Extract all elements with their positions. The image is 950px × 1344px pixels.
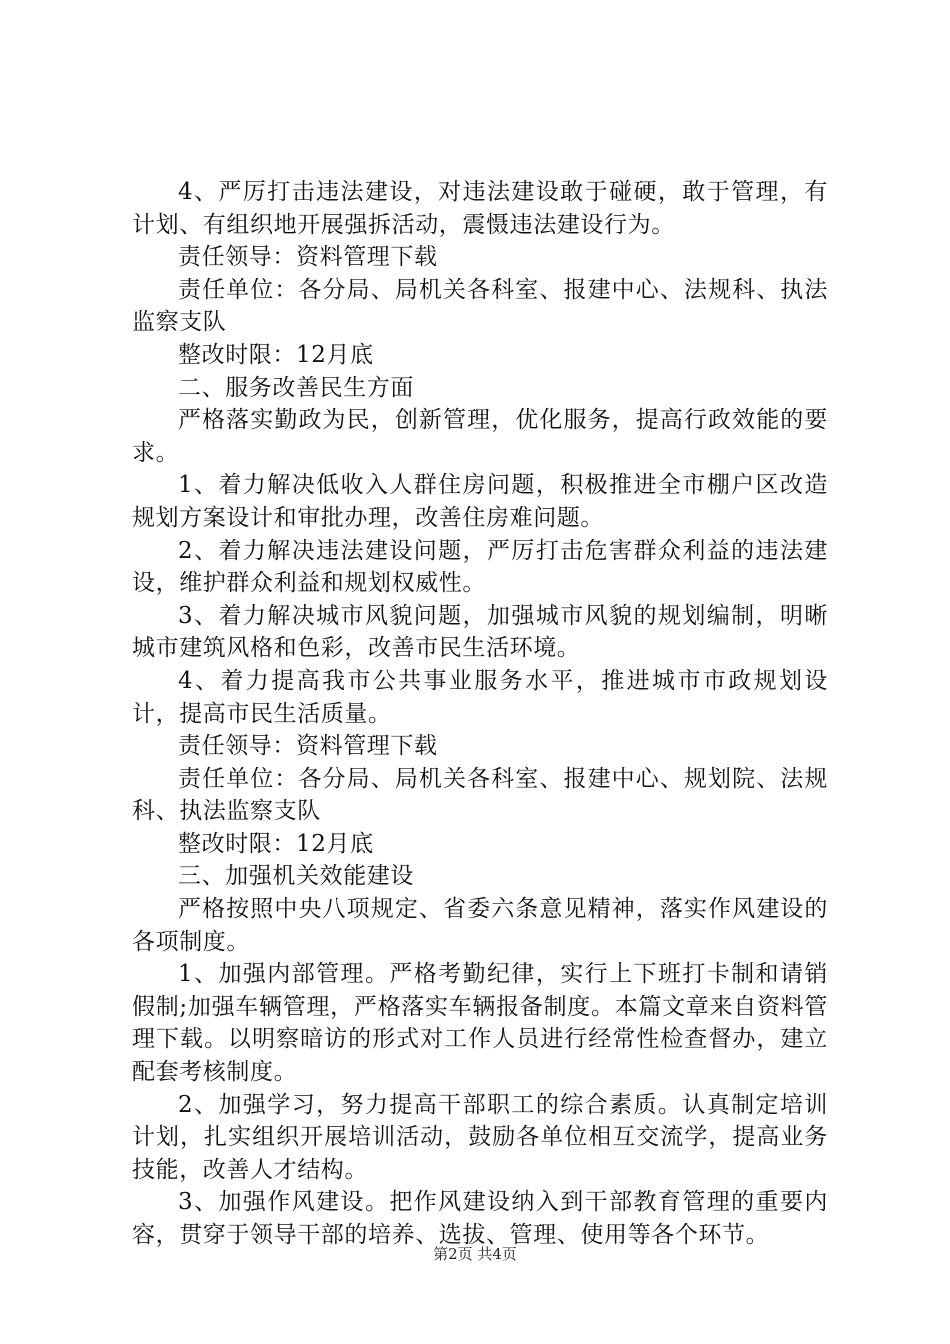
section-heading-2: 二、服务改善民生方面 (178, 374, 414, 401)
paragraph-section-2-item-3: 3、着力解决城市风貌问题，加强城市风貌的规划编制，明晰城市建筑风格和色彩，改善市民生活环境。 (132, 602, 828, 662)
paragraph-enforcement-item-4: 4、严厉打击违法建设，对违法建设敢于碰硬，敢于管理，有计划、有组织地开展强拆活动，震慑违法建设行为。 (132, 179, 828, 238)
paragraph-section-3-item-3: 3、加强作风建设。把作风建设纳入到干部教育管理的重要内容，贯穿于领导干部的培养、选拔、管理、使用等各个环节。 (132, 1189, 828, 1248)
page-number-footer: 第2页 共4页 (433, 1245, 517, 1263)
paragraph-responsible-unit: 责任单位：各分局、局机关各科室、报建中心、法规科、执法监察支队 (132, 276, 828, 336)
paragraph-section-2-item-2: 2、着力解决违法建设问题，严厉打击危害群众利益的违法建设，维护群众利益和规划权威性。 (132, 537, 828, 597)
paragraph-responsible-leader: 责任领导：资料管理下载 (178, 244, 438, 271)
paragraph-section-2-item-4: 4、着力提高我市公共事业服务水平，推进城市市政规划设计，提高市民生活质量。 (132, 667, 828, 727)
paragraph-responsible-unit-2: 责任单位：各分局、局机关各科室、报建中心、规划院、法规科、执法监察支队 (132, 765, 828, 825)
paragraph-section-3-intro: 严格按照中央八项规定、省委六条意见精神，落实作风建设的各项制度。 (132, 896, 828, 955)
paragraph-section-2-intro: 严格落实勤政为民，创新管理，优化服务，提高行政效能的要求。 (132, 407, 828, 466)
paragraph-deadline: 整改时限：12月底 (178, 341, 374, 368)
paragraph-deadline-2: 整改时限：12月底 (178, 830, 374, 857)
section-heading-3: 三、加强机关效能建设 (178, 863, 414, 890)
paragraph-section-2-item-1: 1、着力解决低收入人群住房问题，积极推进全市棚户区改造规划方案设计和审批办理，改善住房难问题。 (132, 472, 828, 531)
paragraph-responsible-leader-2: 责任领导：资料管理下载 (178, 733, 438, 760)
document-body (132, 176, 828, 1252)
paragraph-section-3-item-1: 1、加强内部管理。严格考勤纪律，实行上下班打卡制和请销假制;加强车辆管理，严格落实车辆报备制度。本篇文章来自资料管理下载。以明察暗访的形式对工作人员进行经常性检查督办，建立配套考核制度。 (132, 961, 828, 1086)
paragraph-section-3-item-2: 2、加强学习，努力提高干部职工的综合素质。认真制定培训计划，扎实组织开展培训活动，鼓励各单位相互交流学，提高业务技能，改善人才结构。 (132, 1091, 828, 1183)
